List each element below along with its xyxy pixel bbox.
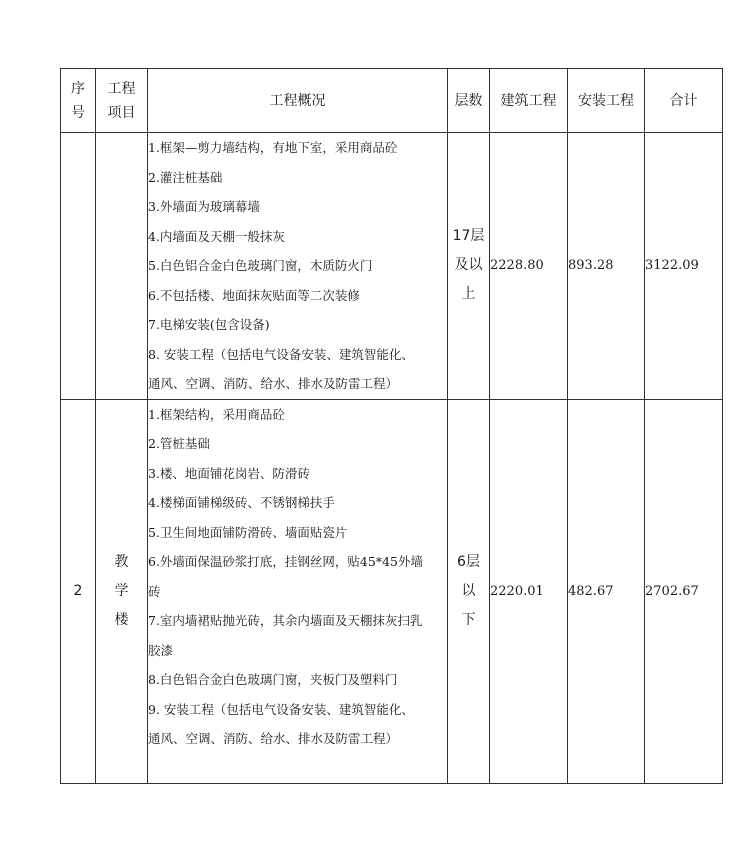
header-installation: 安装工程 — [568, 69, 645, 133]
row-construction: 2228.80 — [490, 133, 568, 400]
header-floors: 层数 — [448, 69, 490, 133]
row-construction: 2220.01 — [490, 399, 568, 783]
table-row — [61, 133, 723, 400]
overview-line: 3.外墙面为玻璃幕墙 — [148, 199, 260, 214]
row-overview — [148, 133, 448, 400]
row-floors: 6层以下 — [448, 399, 490, 783]
row-item: 教学楼 — [96, 399, 148, 783]
overview-line: 7.电梯安装(包含设备) — [148, 317, 270, 332]
overview-line: 胶漆 — [148, 642, 174, 658]
overview-line: 3.楼、地面铺花岗岩、防滑砖 — [148, 465, 310, 481]
overview-line: 8.白色铝合金白色玻璃门窗，夹板门及塑料门 — [148, 672, 398, 687]
row-total: 3122.09 — [645, 133, 723, 400]
row-total: 2702.67 — [645, 399, 723, 783]
table-row — [61, 399, 723, 783]
header-construction: 建筑工程 — [490, 69, 568, 133]
overview-line: 1.框架—剪力墙结构，有地下室，采用商品砼 — [148, 140, 398, 155]
overview-line: 2.灌注桩基础 — [148, 169, 223, 185]
row-item — [96, 133, 148, 400]
overview-line: 9. 安装工程（包括电气设备安装、建筑智能化、 — [148, 701, 414, 717]
row-floors: 17层及以上 — [448, 133, 490, 400]
overview-line: 通风、空调、消防、给水、排水及防雷工程） — [148, 731, 399, 746]
overview-line: 5.卫生间地面铺防滑砖、墙面贴瓷片 — [148, 524, 348, 540]
overview-line: 砖 — [148, 583, 161, 599]
row-installation: 893.28 — [568, 133, 645, 400]
cost-table — [60, 68, 723, 784]
row-index — [61, 133, 96, 400]
row-index: 2 — [61, 399, 96, 783]
header-total: 合计 — [645, 69, 723, 133]
overview-line: 8. 安装工程（包括电气设备安装、建筑智能化、 — [148, 346, 414, 362]
header-overview: 工程概况 — [148, 69, 448, 133]
overview-line: 4.楼梯面铺梯级砖、不锈钢梯扶手 — [148, 495, 335, 510]
overview-line: 2.管桩基础 — [148, 436, 210, 451]
header-row — [61, 69, 723, 133]
overview-line: 4.内墙面及天棚一般抹灰 — [148, 228, 285, 244]
overview-line: 7.室内墙裙贴抛光砖，其余内墙面及天棚抹灰扫乳 — [148, 613, 423, 628]
overview-line: 5.白色铝合金白色玻璃门窗，木质防火门 — [148, 258, 373, 273]
overview-line: 通风、空调、消防、给水、排水及防雷工程） — [148, 376, 399, 391]
overview-line: 6.不包括楼、地面抹灰贴面等二次装修 — [148, 287, 360, 303]
row-overview — [148, 399, 448, 783]
header-item: 工程项目 — [96, 69, 148, 133]
header-index: 序号 — [61, 69, 96, 133]
overview-line: 1.框架结构，采用商品砼 — [148, 406, 285, 422]
row-installation: 482.67 — [568, 399, 645, 783]
overview-line: 6.外墙面保温砂浆打底，挂钢丝网，贴45*45外墙 — [148, 554, 423, 569]
